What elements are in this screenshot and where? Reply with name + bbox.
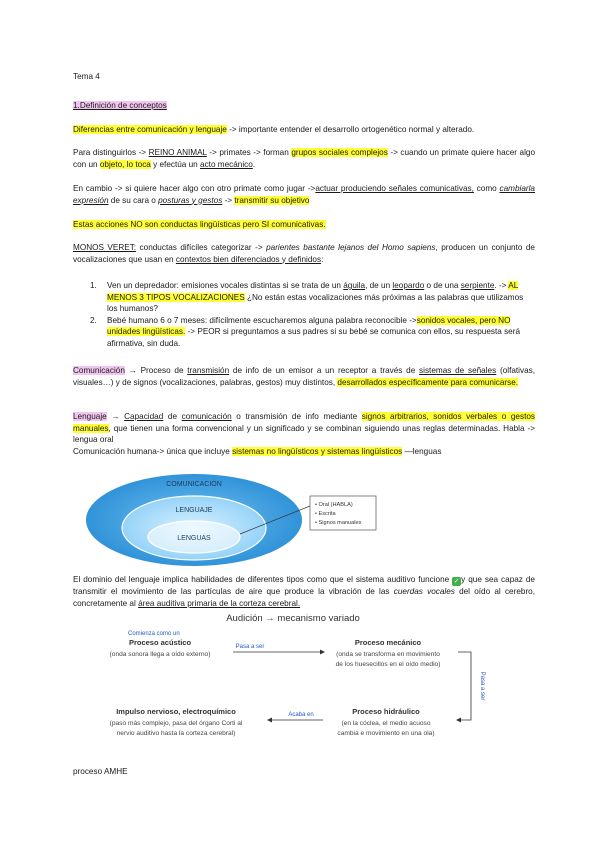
paragraph-differences: Diferencias entre comunicación y lenguaje -> importante entender el desarrollo ortogenético normal y alterado.: [73, 125, 475, 134]
venn-legend-oral: • Oral (HABLA): [315, 502, 353, 508]
flow-arrow1-label: Pasa a ser: [235, 644, 265, 650]
flow-arrow2-head-icon: [456, 718, 461, 723]
flow-arrow1-head-icon: [320, 650, 325, 655]
flow-node-acoustic-title: Proceso acústico: [128, 638, 192, 647]
paragraph-not-linguistic: Estas acciones NO son conductas lingüísticas pero SI comunicativas.: [73, 220, 326, 229]
flow-node-mechanical-sub2: de los huesecillos en el oído medio): [335, 661, 441, 668]
paragraph-communication-def: Comunicación → Proceso de transmisión de info de un emisor a un receptor a través de sistemas de señales (olfativas, visuales…) y de signos (vocalizaciones, palabras, gestos) muy distintos, desarrollados específicamente para comunicarse.: [73, 366, 536, 387]
flow-arrow3-label: Acaba en: [288, 712, 314, 718]
paragraph-human-communication: Comunicación humana-> única que incluye sistemas no lingüísticos y sistemas lingüísticos —lenguas: [73, 447, 442, 456]
flow-start-note: Comienza como un: [128, 631, 180, 637]
vocalization-list: [90, 280, 535, 349]
paragraph-distinguish: Para distinguirlos -> REINO ANIMAL -> primates -> forman grupos sociales complejos -> cuando un primate quiere hacer algo con un objeto, lo toca y efectúa un acto mecánico.: [73, 148, 536, 169]
list-item: 2. Bebé humano 6 o 7 meses: difícilmente escucharemos alguna palabra reconocible ->sonidos vocales, pero NO unidades lingüísticas. -> PEOR si preguntamos a sus padres si su bebé se comunica con ellos, su respuesta será afirmativa, sin duda.: [90, 315, 521, 348]
flow-node-mechanical-sub1: (onda se transforma en movimiento: [336, 651, 440, 658]
paragraph-auditory: El dominio del lenguaje implica habilidades de diferentes tipos como que el sistema auditivo funcione ✓ y que sea capaz de transmitir el movimiento de las partículas de aire que produce la vibración de las cuerdas vocales del oído al cerebro, concretamente al área auditiva primaria de la corteza cerebral.: [73, 575, 536, 608]
flow-node-nerve-sub1: (paso más complejo, pasa del órgano Corti al: [109, 720, 243, 727]
flow-node-hydraulic-sub2: cambia e movimiento en una ola): [337, 730, 435, 737]
flow-arrow2-label: Pasa a ser: [479, 671, 485, 701]
section-title: 1.Definición de conceptos: [73, 101, 167, 110]
list-item: 1. Ven un depredador: emisiones vocales distintas si se trata de un águila, de un leopardo o de una serpiente. -> AL MENOS 3 TIPOS VOCALIZACIONES ¿No están estas vocalizaciones más próximas a las palabras que utilizamos los humanos?: [90, 281, 524, 313]
flow-node-hydraulic-title: Proceso hidráulico: [352, 707, 420, 716]
paragraph-monos-veret: MONOS VERET: conductas difíciles categorizar -> parientes bastante lejanos del Homo sapiens, producen un conjunto de vocalizaciones que usan en contextos bien diferenciados y definidos:: [73, 243, 535, 264]
communication-venn-diagram: [84, 470, 394, 570]
flow-node-nerve-sub2: nervio auditivo hasta la corteza cerebral): [116, 730, 236, 737]
venn-inner-label: LENGUAS: [177, 535, 211, 542]
venn-middle-label: LENGUAJE: [175, 507, 213, 514]
paragraph-language-def: Lenguaje → Capacidad de comunicación o transmisión de info mediante signos arbitrarios, sonidos verbales o gestos manuales, que tienen una forma convencional y un significado y se combinan siguiendo unas reglas determinadas. Habla -> lengua oral: [73, 412, 535, 444]
check-icon: ✓: [453, 578, 460, 585]
flow-node-acoustic-sub: (onda sonora llega a oído externo): [109, 651, 211, 658]
hearing-flow-diagram: [88, 610, 498, 755]
venn-legend-written: • Escrita: [315, 511, 336, 517]
topic-label: Tema 4: [73, 72, 100, 81]
flow-arrow3-head-icon: [267, 718, 272, 723]
flow-node-hydraulic-sub1: (en la cóclea, el medio acuoso: [341, 720, 431, 727]
flow-node-mechanical-title: Proceso mecánico: [354, 638, 422, 647]
flow-title: Audición → mecanismo variado: [226, 613, 360, 624]
paragraph-instead: En cambio -> si quiere hacer algo con otro primate como jugar ->actuar produciendo señales comunicativas, como cambiarla expresión de su cara o posturas y gestos -> transmitir su objetivo: [73, 184, 535, 205]
footer-note: proceso AMHE: [73, 767, 128, 776]
venn-legend-signs: • Signos manuales: [315, 520, 362, 526]
flow-node-nerve-title: Impulso nervioso, electroquímico: [116, 707, 236, 716]
flow-arrow2-line: [458, 652, 471, 720]
venn-outer-label: COMUNICACIÓN: [166, 481, 222, 488]
